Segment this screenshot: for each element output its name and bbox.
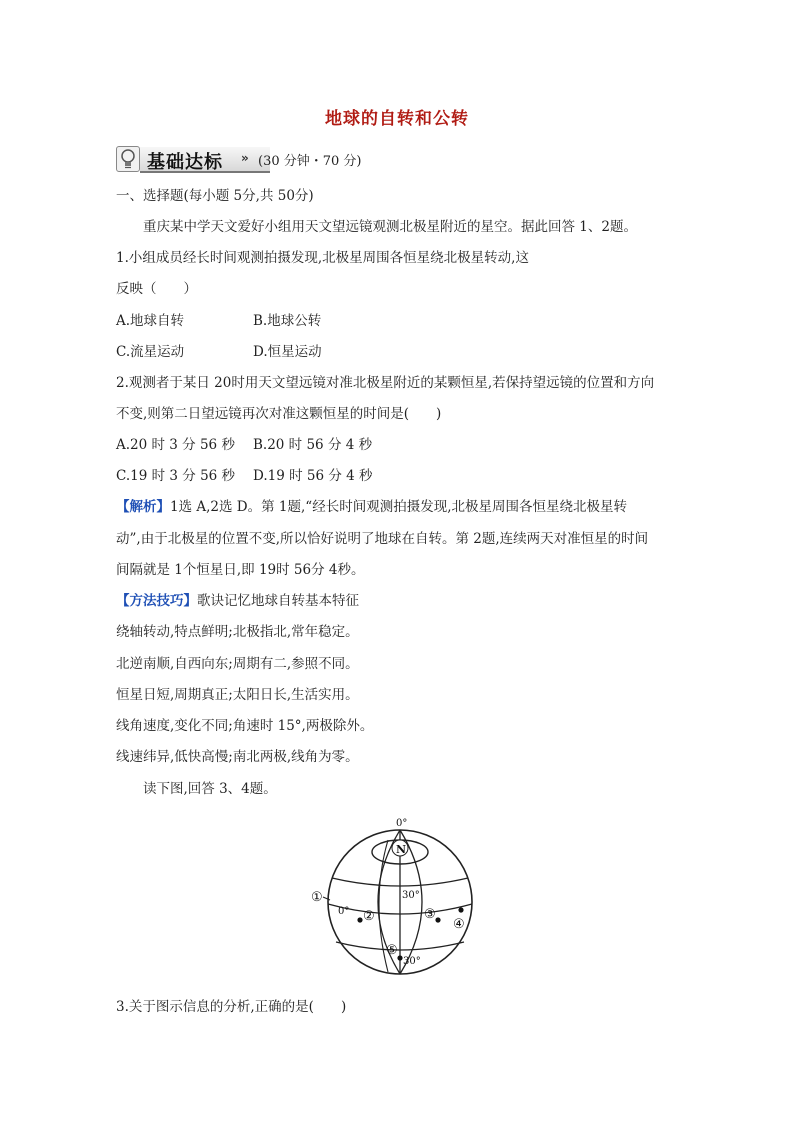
q2-option-b: B.20 时 56 分 4 秒 xyxy=(253,437,373,453)
banner-label: 基础达标 xyxy=(147,152,223,173)
method-heading xyxy=(116,592,359,610)
banner-arrows: » xyxy=(241,151,249,165)
method-title: 歌诀记忆地球自转基本特征 xyxy=(197,593,359,609)
q3-stem-line1: 3.关于图示信息的分析,正确的是( ) xyxy=(116,999,347,1015)
point-4-label: ④ xyxy=(453,917,465,932)
method-line: 绕轴转动,特点鲜明;北极指北,常年稳定。 xyxy=(116,624,359,640)
q2-stem-line1: 2.观测者于某日 20时用天文望远镜对准北极星附近的某颗恒星,若保持望远镜的位置和方向 xyxy=(116,375,655,391)
globe-diagram xyxy=(308,812,478,982)
q1-option-b: B.地球公转 xyxy=(253,313,322,329)
q2-option-d: D.19 时 56 分 4 秒 xyxy=(253,468,373,484)
point-2-label: ② xyxy=(363,909,375,924)
q2-option-a: A.20 时 3 分 56 秒 xyxy=(116,437,235,453)
lightbulb-icon xyxy=(116,146,140,172)
section-heading: 一、选择题(每小题 5分,共 50分) xyxy=(116,188,314,204)
method-line: 北逆南顺,自西向东;周期有二,参照不同。 xyxy=(116,656,359,672)
q1-option-d: D.恒星运动 xyxy=(253,344,322,360)
top-meridian-label: 0° xyxy=(396,818,408,829)
figure-intro: 读下图,回答 3、4题。 xyxy=(143,781,277,797)
point-3-dot xyxy=(435,917,440,922)
banner-time: (30 分钟・70 分) xyxy=(258,154,362,169)
point-5-label: ⑤ xyxy=(386,943,398,958)
q1-option-a: A.地球自转 xyxy=(116,313,185,329)
method-line: 线速纬异,低快高慢;南北两极,线角为零。 xyxy=(116,749,359,765)
q2-stem-line2: 不变,则第二日望远镜再次对准这颗恒星的时间是( ) xyxy=(116,406,442,422)
analysis-line3: 间隔就是 1个恒星日,即 19时 56分 4秒。 xyxy=(116,562,365,578)
method-line: 恒星日短,周期真正;太阳日长,生活实用。 xyxy=(116,687,359,703)
point-2-dot xyxy=(357,917,362,922)
q1-stem-line2: 反映（ ） xyxy=(116,281,197,297)
point-5-dot xyxy=(397,955,402,960)
q1-option-c: C.流星运动 xyxy=(116,344,185,360)
method-line: 线角速度,变化不同;角速时 15°,两极除外。 xyxy=(116,718,374,734)
q1-stem-line1: 1.小组成员经长时间观测拍摄发现,北极星周围各恒星绕北极星转动,这 xyxy=(116,250,529,266)
analysis-tag: 【解析】 xyxy=(116,499,170,515)
analysis-text-line1: 1选 A,2选 D。第 1题,“经长时间观测拍摄发现,北极星周围各恒星绕北极星转 xyxy=(170,499,627,515)
analysis-line1 xyxy=(116,498,627,516)
north-pole-label: N xyxy=(396,843,407,856)
point-1-leader xyxy=(323,897,330,900)
analysis-line2: 动”,由于北极星的位置不变,所以恰好说明了地球在自转。第 2题,连续两天对准恒星的时间 xyxy=(116,531,649,547)
page-title: 地球的自转和公转 xyxy=(325,109,469,129)
point-1-label: ① xyxy=(311,890,323,905)
latitude-30s-label: 30° xyxy=(403,956,421,967)
latitude-30n-label: 30° xyxy=(402,890,420,901)
intro-text: 重庆某中学天文爱好小组用天文望远镜观测北极星附近的星空。据此回答 1、2题。 xyxy=(143,219,637,235)
q2-option-c: C.19 时 3 分 56 秒 xyxy=(116,468,236,484)
point-4-dot xyxy=(458,907,463,912)
point-3-label: ③ xyxy=(424,907,436,922)
method-tag: 【方法技巧】 xyxy=(116,593,197,609)
equator-label: 0° xyxy=(338,906,350,917)
section-banner xyxy=(116,145,416,175)
